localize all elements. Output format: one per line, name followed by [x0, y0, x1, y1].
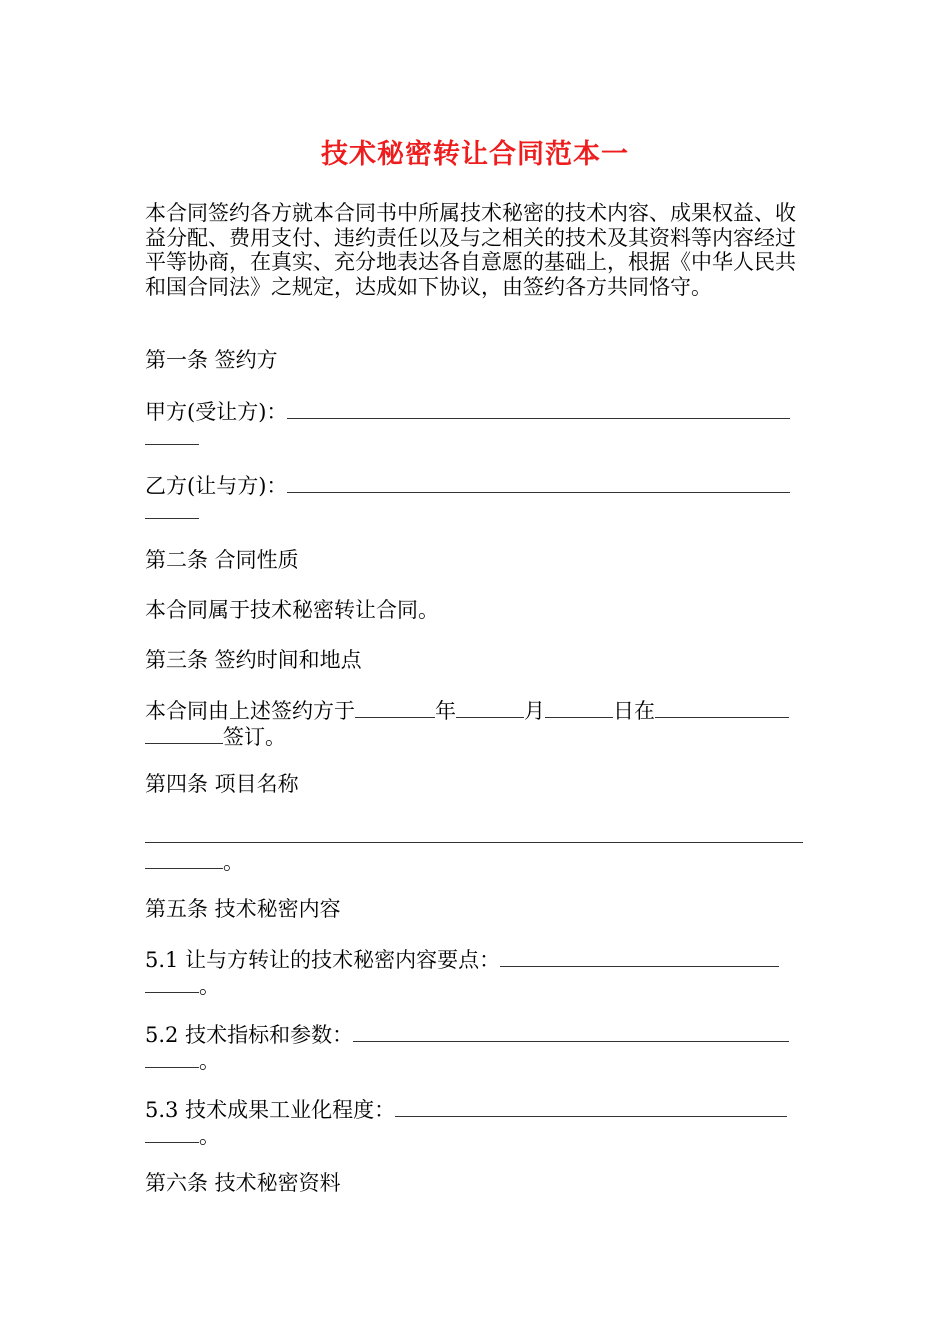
month-blank — [456, 697, 524, 718]
party-a-blank-cont — [145, 424, 199, 445]
party-a-line — [145, 398, 810, 425]
party-b-line — [145, 472, 810, 499]
project-name-blank — [145, 822, 803, 843]
item-5-3-blank — [395, 1096, 787, 1117]
item-5-1-blank-cont — [145, 972, 199, 993]
day-blank — [545, 697, 613, 718]
item-5-2-period: 。 — [199, 1049, 220, 1073]
article-5-heading: 第五条 技术秘密内容 — [145, 897, 341, 921]
place-blank — [655, 697, 789, 718]
item-5-2-blank — [353, 1021, 789, 1042]
project-name-blank-cont — [145, 848, 223, 869]
item-5-2-line — [145, 1021, 810, 1048]
article-3-suffix: 签订。 — [223, 725, 286, 749]
item-5-3-label: 5.3 技术成果工业化程度： — [145, 1098, 396, 1122]
item-5-2-line-cont — [145, 1047, 810, 1074]
project-name-line-cont — [145, 848, 810, 875]
party-a-line-cont — [145, 424, 810, 451]
party-b-label: 乙方(让与方)： — [145, 474, 288, 498]
month-label: 月 — [524, 699, 545, 723]
article-3-heading: 第三条 签约时间和地点 — [145, 648, 362, 672]
year-blank — [355, 697, 435, 718]
party-b-line-cont — [145, 498, 810, 525]
item-5-3-period: 。 — [199, 1124, 220, 1148]
project-name-period: 。 — [223, 850, 244, 874]
project-name-line — [145, 822, 810, 849]
item-5-1-blank — [500, 946, 779, 967]
party-a-label: 甲方(受让方)： — [145, 400, 288, 424]
party-b-blank — [287, 472, 790, 493]
party-a-blank — [287, 398, 790, 419]
article-3-date-line-cont — [145, 723, 810, 750]
item-5-3-blank-cont — [145, 1122, 199, 1143]
article-1-heading: 第一条 签约方 — [145, 348, 278, 372]
article-3-date-line — [145, 697, 810, 724]
item-5-2-label: 5.2 技术指标和参数： — [145, 1023, 354, 1047]
article-6-heading: 第六条 技术秘密资料 — [145, 1171, 341, 1195]
item-5-1-label: 5.1 让与方转让的技术秘密内容要点： — [145, 948, 501, 972]
item-5-1-period: 。 — [199, 974, 220, 998]
item-5-3-line — [145, 1096, 810, 1123]
year-label: 年 — [435, 699, 456, 723]
item-5-1-line-cont — [145, 972, 810, 999]
place-blank-cont — [145, 723, 223, 744]
intro-paragraph: 本合同签约各方就本合同书中所属技术秘密的技术内容、成果权益、收益分配、费用支付、违约责任以及与之相关的技术及其资料等内容经过平等协商，在真实、充分地表达各自意愿的基础上，根据《中华人民共和国合同法》之规定，达成如下协议，由签约各方共同恪守。 — [145, 201, 796, 299]
article-2-text: 本合同属于技术秘密转让合同。 — [145, 598, 439, 622]
item-5-2-blank-cont — [145, 1047, 199, 1068]
item-5-1-line — [145, 946, 810, 973]
article-2-heading: 第二条 合同性质 — [145, 548, 299, 572]
document-title: 技术秘密转让合同范本一 — [321, 139, 629, 170]
party-b-blank-cont — [145, 498, 199, 519]
article-3-prefix: 本合同由上述签约方于 — [145, 699, 355, 723]
day-in-label: 日在 — [613, 699, 655, 723]
article-4-heading: 第四条 项目名称 — [145, 772, 299, 796]
item-5-3-line-cont — [145, 1122, 810, 1149]
